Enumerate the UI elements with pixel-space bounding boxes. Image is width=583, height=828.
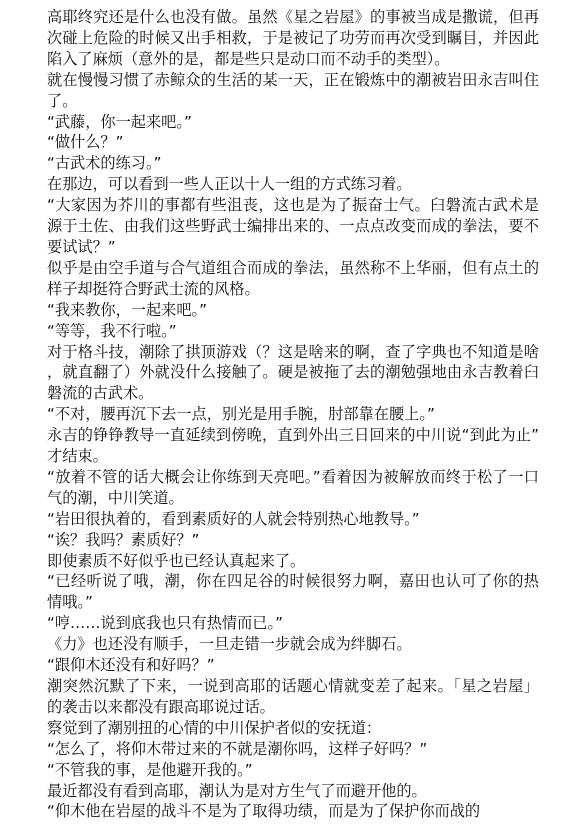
paragraph: “等等，我不行啦。” [47, 321, 177, 340]
paragraph: “已经听说了哦，潮，你在四足谷的时候很努力啊，嘉田也认可了你的热情哦。” [47, 572, 539, 612]
paragraph: “诶？我吗？素质好？” [47, 530, 200, 549]
paragraph: “仰木他在岩屋的战斗不是为了取得功绩，而是为了保护你而战的 [47, 802, 481, 821]
paragraph: “武藤，你一起来吧。” [47, 112, 192, 131]
paragraph: “古武术的练习。” [47, 154, 162, 173]
paragraph: “大家因为芥川的事都有些沮丧，这也是为了振奋士气。臼磐流古武术是源于土佐、由我们这些野武士编排出来的、一点点改变而成的拳法，要不要试试？” [47, 196, 539, 256]
paragraph: 潮突然沉默了下来，一说到高耶的话题心情就变差了起来。「星之岩屋」的袭击以来都没有跟高耶说过话。 [47, 677, 539, 716]
paragraph: “哼……说到底我也只有热情而已。” [47, 614, 283, 633]
paragraph: “做什么？” [47, 133, 124, 152]
paragraph: 察觉到了潮别扭的心情的中川保护者似的安抚道： [47, 718, 382, 737]
paragraph: “放着不管的话大概会让你练到天亮吧。”看着因为被解放而终于松了一口气的潮，中川笑道。 [47, 467, 539, 507]
document-page [47, 7, 539, 822]
paragraph: 似乎是由空手道与合气道组合而成的拳法，虽然称不上华丽，但有点土的样子却挺符合野武士流的风格。 [47, 258, 539, 298]
paragraph: 即使素质不好似乎也已经认真起来了。 [47, 551, 306, 570]
paragraph: “岩田很执着的，看到素质好的人就会特别热心地教导。” [47, 509, 420, 528]
paragraph: “怎么了，将仰木带过来的不就是潮你吗，这样子好吗？” [47, 739, 428, 758]
paragraph: “我来教你，一起来吧。” [47, 300, 208, 319]
paragraph: “不管我的事，是他避开我的。” [47, 760, 253, 779]
paragraph: 对于格斗技，潮除了拱顶游戏（？这是啥来的啊，查了字典也不知道是啥，就直翻了）外就没什么接触了。硬是被拖了去的潮勉强地由永吉教着臼磐流的古武术。 [47, 342, 539, 403]
paragraph: 永吉的铮铮教导一直延续到傍晚，直到外出三日回来的中川说“到此为止”才结束。 [47, 426, 539, 466]
paragraph: 高耶终究还是什么也没有做。虽然《星之岩屋》的事被当成是撒谎，但再次碰上危险的时候又出手相救，于是被记了功劳而再次受到瞩目，并因此陷入了麻烦（意外的是，都是些只是动口而不动手的类型）。 [47, 8, 539, 68]
paragraph: 《力》也还没有顺手，一旦走错一步就会成为绊脚石。 [47, 635, 412, 654]
paragraph: 就在慢慢习惯了赤鲸众的生活的某一天，正在锻炼中的潮被岩田永吉叫住了。 [47, 70, 539, 110]
paragraph: “不对，腰再沉下去一点，别光是用手腕，肘部靠在腰上。” [47, 405, 435, 424]
paragraph: 在那边，可以看到一些人正以十人一组的方式练习着。 [47, 175, 412, 194]
paragraph: 最近都没有看到高耶，潮认为是对方生气了而避开他的。 [47, 781, 427, 800]
paragraph: “跟仰木还没有和好吗？” [47, 656, 215, 675]
